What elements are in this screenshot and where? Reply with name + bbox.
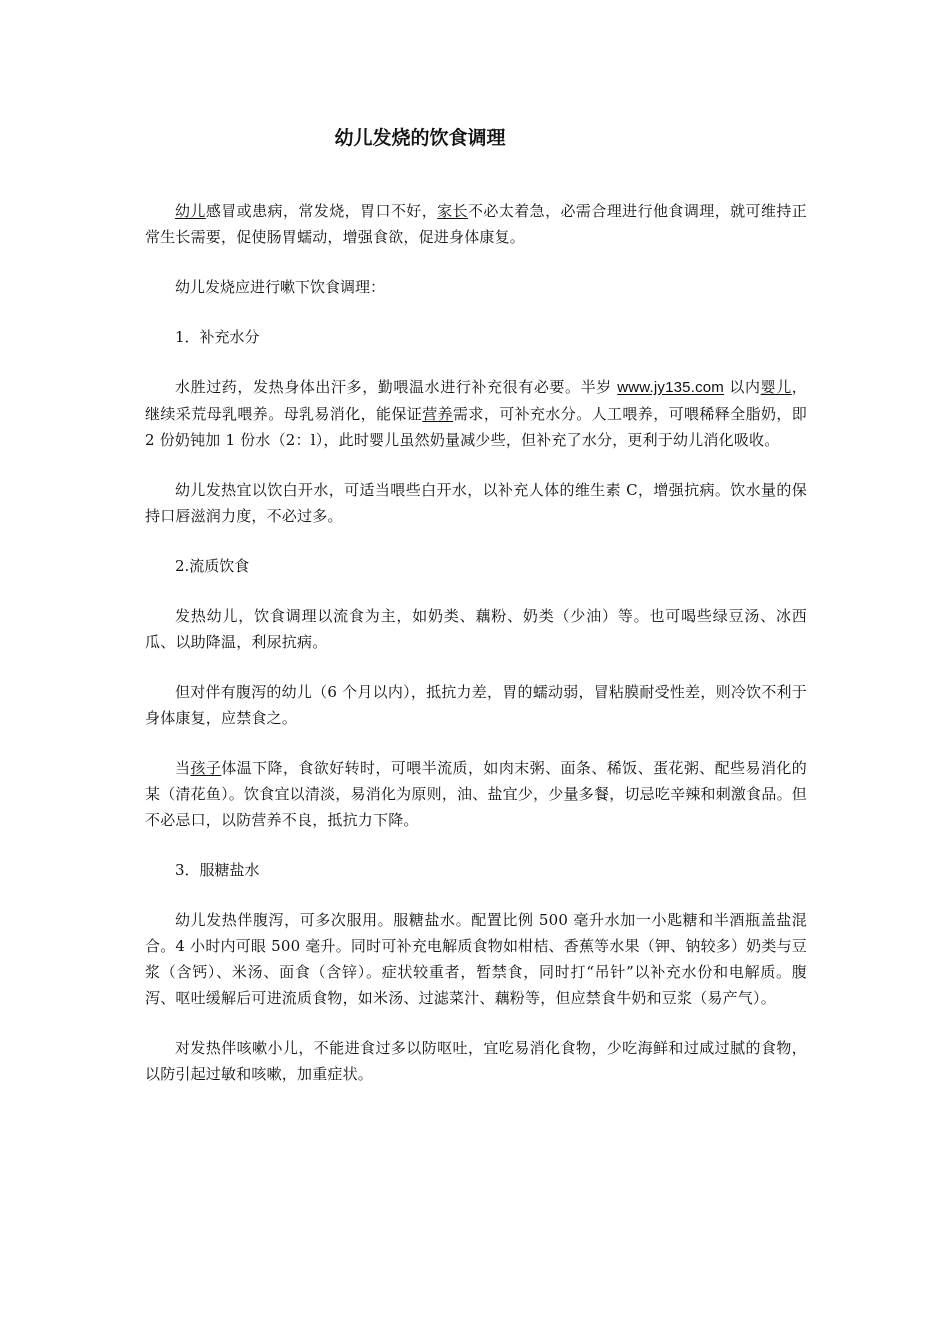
section-2-heading: 2.流质饮食	[175, 557, 250, 575]
section-2-paragraph-2: 但对伴有腹泻的幼儿（6 个月以内），抵抗力差，胃的蠕动弱，冒粘膜耐受性差，则冷饮不利于身体康复，应禁食之。	[145, 683, 807, 727]
link-jiazhang[interactable]: 家长	[437, 202, 468, 220]
section-1-heading: 1．补充水分	[175, 328, 260, 346]
link-yingyang[interactable]: 营养	[422, 405, 454, 423]
s2p3-text-2: 体温下降，食欲好转时，可喂半流质，如肉末粥、面条、稀饭、蛋花粥、配些易消化的某（清花鱼）。饮食宜以清淡，易消化为原则，油、盐宜少，少量多餐，切忌吃辛辣和刺激食品。但不必忌口，以防营养不良，抵抗力下降。	[145, 759, 807, 829]
s1p1-text-4: 需求，可补充水分。人工喂养，可喂稀释全脂奶，即 2 份奶钝加 1 份水（2：l），此时婴儿虽然奶量减少些，但补充了水分，更利于幼儿消化吸收。	[145, 405, 808, 449]
section-3-paragraph-2: 对发热伴咳嗽小儿，不能进食过多以防呕吐，宜吃易消化食物，少吃海鲜和过咸过腻的食物，以防引起过敏和咳嗽，加重症状。	[145, 1039, 807, 1083]
intro-text-2: 不必太着急，必需合理进行他食调理，就可维持正常生长需要，促使肠胃蠕动，增强食欲，促进身体康复。	[145, 202, 807, 246]
site-link[interactable]: www.jy135.com	[617, 379, 725, 396]
intro-text-1: 感冒或患病，常发烧，胃口不好，	[205, 202, 438, 220]
s1p1-text-3: ，继续采荒母乳喂养。母乳易消化，能保证	[145, 378, 807, 423]
s1p1-text-2: 以内	[724, 378, 761, 396]
intro-paragraph	[145, 198, 807, 250]
lead-line: 幼儿发烧应进行嗽下饮食调理：	[175, 278, 386, 296]
section-2-paragraph-1: 发热幼儿，饮食调理以流食为主，如奶类、藕粉、奶类（少油）等。也可喝些绿豆汤、冰西瓜、以助降温，利尿抗病。	[145, 607, 807, 651]
section-2-paragraph-3	[145, 755, 807, 833]
section-3-heading: 3．服糖盐水	[175, 861, 260, 879]
s2p3-text-1: 当	[175, 759, 191, 777]
link-yinger[interactable]: 婴儿	[760, 378, 792, 396]
section-3-paragraph-1: 幼儿发热伴腹泻，可多次服用。服糖盐水。配置比例 500 毫升水加一小匙糖和半酒瓶盖盐混合。4 小时内可眼 500 毫升。同时可补充电解质食物如柑桔、香蕉等水果（钾、钠较多）奶类与豆浆（含钙）、米汤、面食（含锌）。症状较重者，暂禁食，同时打“吊针”以补充水份和电解质。腹泻、呕吐缓解后可进流质食物，如米汤、过滤菜汁、藕粉等，但应禁食牛奶和豆浆（易产气）。	[145, 911, 807, 1007]
document-body	[145, 198, 807, 1111]
s1p1-text-1: 水胜过药，发热身体出汗多，勤喂温水进行补充很有必要。半岁	[175, 378, 618, 396]
document-title: 幼儿发烧的饮食调理	[334, 127, 506, 149]
section-1-paragraph-2: 幼儿发热宜以饮白开水，可适当喂些白开水，以补充人体的维生素 C，增强抗病。饮水量的保持口唇滋润力度，不必过多。	[145, 481, 807, 525]
link-haizi[interactable]: 孩子	[190, 759, 222, 777]
section-1-paragraph-1	[145, 374, 807, 453]
link-youer[interactable]: 幼儿	[175, 202, 206, 220]
